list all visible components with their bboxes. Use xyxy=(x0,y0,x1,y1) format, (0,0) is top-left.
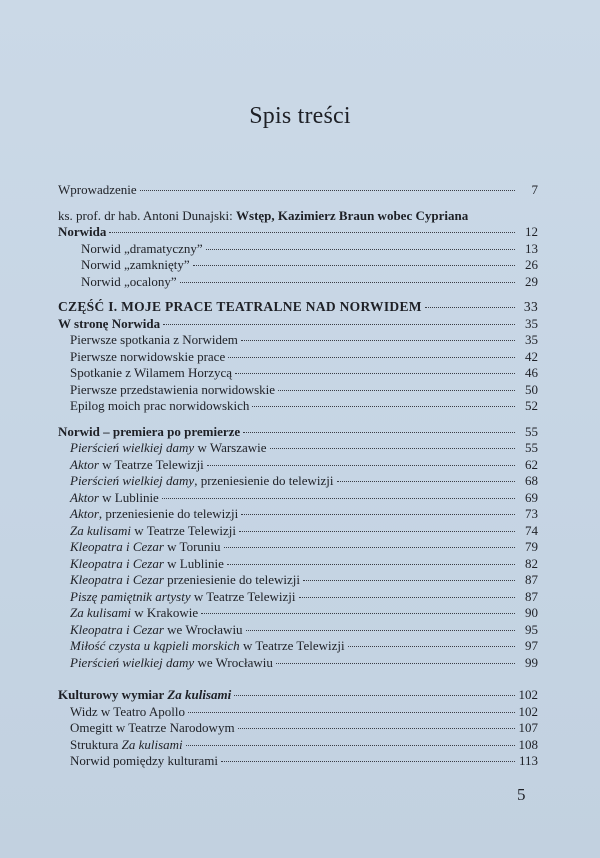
toc-label: Miłość czysta u kąpieli morskich w Teatrze Telewizji xyxy=(70,638,345,653)
toc-entry xyxy=(58,473,538,490)
dot-leader xyxy=(276,663,515,664)
toc-entry-part1 xyxy=(58,299,538,316)
toc-label: Aktor, przeniesienie do telewizji xyxy=(70,506,239,521)
toc-entry xyxy=(58,556,538,573)
toc-page: 95 xyxy=(525,621,538,637)
toc-page: 62 xyxy=(525,456,538,472)
dot-leader xyxy=(235,373,515,374)
dot-leader xyxy=(163,324,515,325)
toc-label: Pierwsze norwidowskie prace xyxy=(70,348,226,364)
toc-page: 69 xyxy=(525,489,538,505)
toc-entry xyxy=(58,257,538,274)
toc-entry-intro xyxy=(58,182,538,199)
toc-label: Aktor w Lublinie xyxy=(70,489,159,505)
toc-page: 12 xyxy=(525,224,538,239)
toc-entry xyxy=(58,589,538,606)
toc-label: Piszę pamiętnik artysty w Teatrze Telewizji xyxy=(70,588,296,604)
toc-label: Pierścień wielkiej damy, przeniesienie do telewizji xyxy=(70,473,334,488)
toc-entry xyxy=(58,382,538,399)
toc-entry xyxy=(58,241,538,258)
toc-page: 99 xyxy=(525,654,538,670)
toc-page: 113 xyxy=(518,753,538,768)
toc-label: Norwida xyxy=(58,224,107,239)
toc-page: 13 xyxy=(525,240,538,256)
toc-label: Omegitt w Teatrze Narodowym xyxy=(70,720,235,735)
toc-page: 35 xyxy=(525,315,538,331)
dot-leader xyxy=(348,646,515,647)
toc-label: Kulturowy wymiar Za kulisami xyxy=(58,687,232,702)
toc-page: 90 xyxy=(525,605,538,620)
toc-label: Norwid „dramatyczny” xyxy=(81,240,203,256)
dot-leader xyxy=(188,712,515,713)
toc-page: 107 xyxy=(518,720,538,735)
toc-page: 50 xyxy=(525,381,538,397)
toc-label: Norwid „ocalony” xyxy=(81,273,177,289)
dot-leader xyxy=(207,465,515,466)
toc-label: Norwid pomiędzy kulturami xyxy=(70,753,219,768)
toc-page: 35 xyxy=(525,332,538,347)
toc-page: 87 xyxy=(525,588,538,604)
dot-leader xyxy=(241,514,515,515)
toc-entry xyxy=(58,506,538,523)
toc-label: Pierścień wielkiej damy we Wrocławiu xyxy=(70,654,273,670)
toc-label: Norwid – premiera po premierze xyxy=(58,423,241,439)
toc-page: 73 xyxy=(525,506,538,521)
dot-leader xyxy=(278,390,515,391)
dot-leader xyxy=(109,232,515,233)
toc-entry xyxy=(58,398,538,415)
toc-label: W stronę Norwida xyxy=(58,315,161,331)
dot-leader xyxy=(180,282,515,283)
toc-entry-dunajski-line2 xyxy=(58,224,538,241)
toc-label: Za kulisami w Krakowie xyxy=(70,605,199,620)
dot-leader xyxy=(206,249,515,250)
toc-entry xyxy=(58,349,538,366)
toc-label: CZĘŚĆ I. MOJE PRACE TEATRALNE NAD NORWIDEM xyxy=(58,299,422,314)
toc-entry xyxy=(58,365,538,382)
toc-entry xyxy=(58,332,538,349)
dot-leader xyxy=(227,564,515,565)
dot-leader xyxy=(252,406,515,407)
toc-page: 102 xyxy=(518,687,538,702)
toc-label: Za kulisami w Teatrze Telewizji xyxy=(70,522,236,538)
dot-leader xyxy=(193,265,515,266)
toc-label: Epilog moich prac norwidowskich xyxy=(70,398,250,413)
toc-label: Pierścień wielkiej damy w Warszawie xyxy=(70,440,267,455)
dot-leader xyxy=(224,547,515,548)
toc-entry xyxy=(58,655,538,672)
dot-leader xyxy=(299,597,516,598)
toc-label: Kleopatra i Cezar we Wrocławiu xyxy=(70,621,243,637)
dot-leader xyxy=(241,340,515,341)
toc-entry xyxy=(58,572,538,589)
dot-leader xyxy=(246,630,515,631)
toc-label: Kleopatra i Cezar przeniesienie do telewizji xyxy=(70,572,300,587)
toc-page: 102 xyxy=(518,703,538,719)
dot-leader xyxy=(239,531,515,532)
toc-label: Aktor w Teatrze Telewizji xyxy=(70,456,204,472)
toc-title: Wstęp, Kazimierz Braun wobec Cypriana xyxy=(236,207,469,223)
dot-leader xyxy=(140,190,515,191)
toc-entry-section3 xyxy=(58,687,538,704)
toc-entry xyxy=(58,638,538,655)
toc-label: Spotkanie z Wilamem Horzycą xyxy=(70,365,233,380)
toc-page: 26 xyxy=(525,257,538,272)
toc-entry xyxy=(58,523,538,540)
toc-entry xyxy=(58,457,538,474)
dot-leader xyxy=(303,580,515,581)
toc-label: Pierwsze spotkania z Norwidem xyxy=(70,332,238,347)
toc-entry xyxy=(58,274,538,291)
page-title: Spis treści xyxy=(249,103,351,129)
toc-page: 79 xyxy=(525,539,538,554)
dot-leader xyxy=(221,761,515,762)
toc-entry xyxy=(58,753,538,770)
toc-page: 74 xyxy=(525,522,538,538)
toc-page: 29 xyxy=(525,273,538,289)
toc-entry xyxy=(58,704,538,721)
toc-entry-dunajski-line1 xyxy=(58,208,538,225)
toc-entry xyxy=(58,539,538,556)
toc-page: 7 xyxy=(531,182,538,197)
dot-leader xyxy=(186,745,515,746)
toc-label: Kleopatra i Cezar w Toruniu xyxy=(70,539,221,554)
toc-entry xyxy=(58,622,538,639)
toc-label: Kleopatra i Cezar w Lublinie xyxy=(70,555,224,571)
toc-label: Struktura Za kulisami xyxy=(70,736,183,752)
toc-entry xyxy=(58,490,538,507)
toc-author: ks. prof. dr hab. Antoni Dunajski: xyxy=(58,207,237,223)
page-number: 5 xyxy=(517,785,526,804)
toc-entry xyxy=(58,720,538,737)
toc-page: 68 xyxy=(525,473,538,488)
dot-leader xyxy=(238,728,515,729)
dot-leader xyxy=(425,307,515,308)
toc-label: Wprowadzenie xyxy=(58,182,137,197)
toc-entry xyxy=(58,737,538,754)
toc-label: Norwid „zamknięty” xyxy=(81,257,190,272)
dot-leader xyxy=(228,357,515,358)
toc-page: 46 xyxy=(525,365,538,380)
toc-entry xyxy=(58,440,538,457)
toc-label: Widz w Teatro Apollo xyxy=(70,703,185,719)
toc-entry-section2 xyxy=(58,424,538,441)
dot-leader xyxy=(243,432,515,433)
toc-entry-section1 xyxy=(58,316,538,333)
toc-label: Pierwsze przedstawienia norwidowskie xyxy=(70,381,276,397)
toc-page: 55 xyxy=(525,440,538,455)
dot-leader xyxy=(234,695,515,696)
toc-page: 87 xyxy=(525,572,538,587)
toc-page: 42 xyxy=(525,348,538,364)
toc-page: 33 xyxy=(523,299,538,314)
toc-page: 97 xyxy=(525,638,538,653)
toc-page: 82 xyxy=(525,555,538,571)
toc-entry xyxy=(58,605,538,622)
dot-leader xyxy=(162,498,515,499)
dot-leader xyxy=(337,481,515,482)
dot-leader xyxy=(201,613,515,614)
dot-leader xyxy=(270,448,515,449)
toc-page: 55 xyxy=(525,423,538,439)
table-of-contents xyxy=(58,182,538,770)
toc-page: 108 xyxy=(518,736,538,752)
toc-page: 52 xyxy=(525,398,538,413)
